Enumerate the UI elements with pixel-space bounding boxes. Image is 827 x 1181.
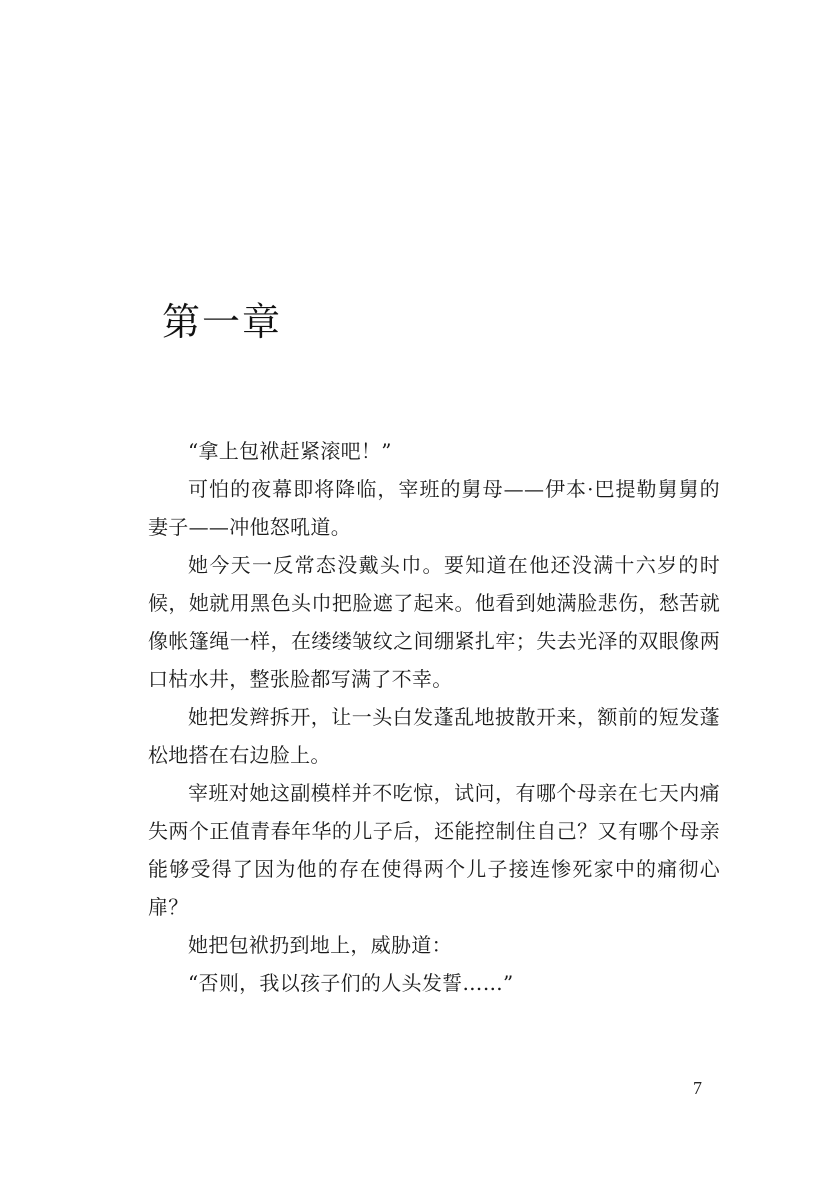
chapter-title: 第一章 <box>162 300 283 344</box>
body-text <box>148 432 720 1002</box>
paragraph: 可怕的夜幕即将降临，宰班的舅母——伊本·巴提勒舅舅的妻子——冲他怒吼道。 <box>148 477 720 539</box>
paragraph: 她今天一反常态没戴头巾。要知道在他还没满十六岁的时候，她就用黑色头巾把脸遮了起来。他看到她满脸悲伤，愁苦就像帐篷绳一样，在缕缕皱纹之间绷紧扎牢；失去光泽的双眼像两口枯水井，整张脸都写满了不幸。 <box>148 553 720 691</box>
paragraph: 宰班对她这副模样并不吃惊，试问，有哪个母亲在七天内痛失两个正值青春年华的儿子后，还能控制住自己？又有哪个母亲能够受得了因为他的存在使得两个儿子接连惨死家中的痛彻心扉？ <box>148 781 720 919</box>
paragraph: “否则，我以孩子们的人头发誓……” <box>188 971 514 995</box>
paragraph: 她把包袱扔到地上，威胁道： <box>188 933 452 957</box>
paragraph: 她把发辫拆开，让一头白发蓬乱地披散开来，额前的短发蓬松地搭在右边脸上。 <box>148 705 720 767</box>
paragraph: “拿上包袱赶紧滚吧！” <box>188 439 392 463</box>
page-number: 7 <box>693 1078 702 1098</box>
